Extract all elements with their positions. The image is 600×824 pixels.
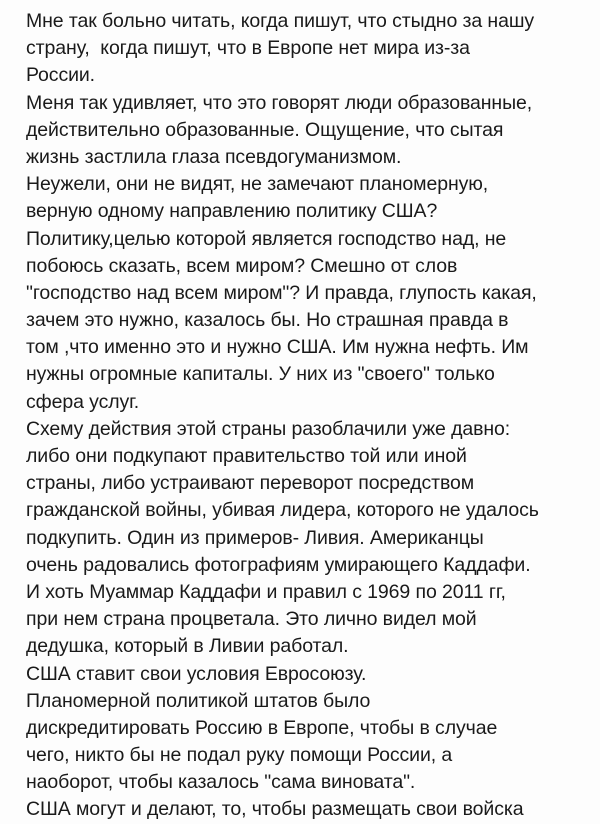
text-line: сфера услуг. <box>26 390 140 413</box>
text-line: подкупить. Один из примеров- Ливия. Американцы <box>26 526 484 549</box>
text-line: верную одному направлению политику США? <box>26 200 438 223</box>
text-line: гражданской войны, убивая лидера, которого не удалось <box>26 499 539 522</box>
text-line: жизнь застлила глаза псевдогуманизмом. <box>26 145 402 168</box>
text-line: дедушка, который в Ливии работал. <box>26 635 349 658</box>
text-line: страны, либо устраивают переворот посредством <box>26 472 475 495</box>
text-line: чего, никто бы не подал руку помощи России, а <box>26 744 453 767</box>
text-line: нужны огромные капиталы. У них из "своего" только <box>26 363 495 386</box>
text-line: США ставит свои условия Евросоюзу. <box>26 662 367 685</box>
text-line: Меня так удивляет, что это говорят люди образованные, <box>26 91 533 114</box>
text-line: зачем это нужно, казалось бы. Но страшная правда в <box>26 309 509 332</box>
article-text <box>26 8 591 824</box>
text-line: Планомерной политикой штатов было <box>26 689 371 712</box>
text-line: дискредитировать Россию в Европе, чтобы в случае <box>26 716 498 739</box>
text-line: Неужели, они не видят, не замечают планомерную, <box>26 173 489 196</box>
text-line: очень радовались фотографиям умирающего Каддафи. <box>26 553 531 576</box>
text-line: при нем страна процветала. Это лично видел мой <box>26 608 477 631</box>
text-line: наоборот, чтобы казалось "сама виновата". <box>26 771 416 794</box>
text-line: страну, когда пишут, что в Европе нет мира из-за <box>26 37 470 60</box>
text-line: либо они подкупают правительство той или иной <box>26 445 467 467</box>
text-line: США могут и делают, то, чтобы размещать свои войска <box>26 798 524 821</box>
text-line: Политику,целью которой является господство над, не <box>26 227 507 250</box>
text-line: Схему действия этой страны разоблачили уже давно: <box>26 417 511 440</box>
text-line: побоюсь сказать, всем миром? Смешно от слов <box>26 254 458 277</box>
text-line: России. <box>26 64 95 87</box>
text-line: "господство над всем миром"? И правда, глупость какая, <box>26 281 537 304</box>
text-line: том ,что именно это и нужно США. Им нужна нефть. Им <box>26 336 529 359</box>
text-line: Мне так больно читать, когда пишут, что стыдно за нашу <box>26 10 535 32</box>
text-line: действительно образованные. Ощущение, что сытая <box>26 118 504 141</box>
text-line: И хоть Муаммар Каддафи и правил с 1969 по 2011 гг, <box>26 580 506 603</box>
